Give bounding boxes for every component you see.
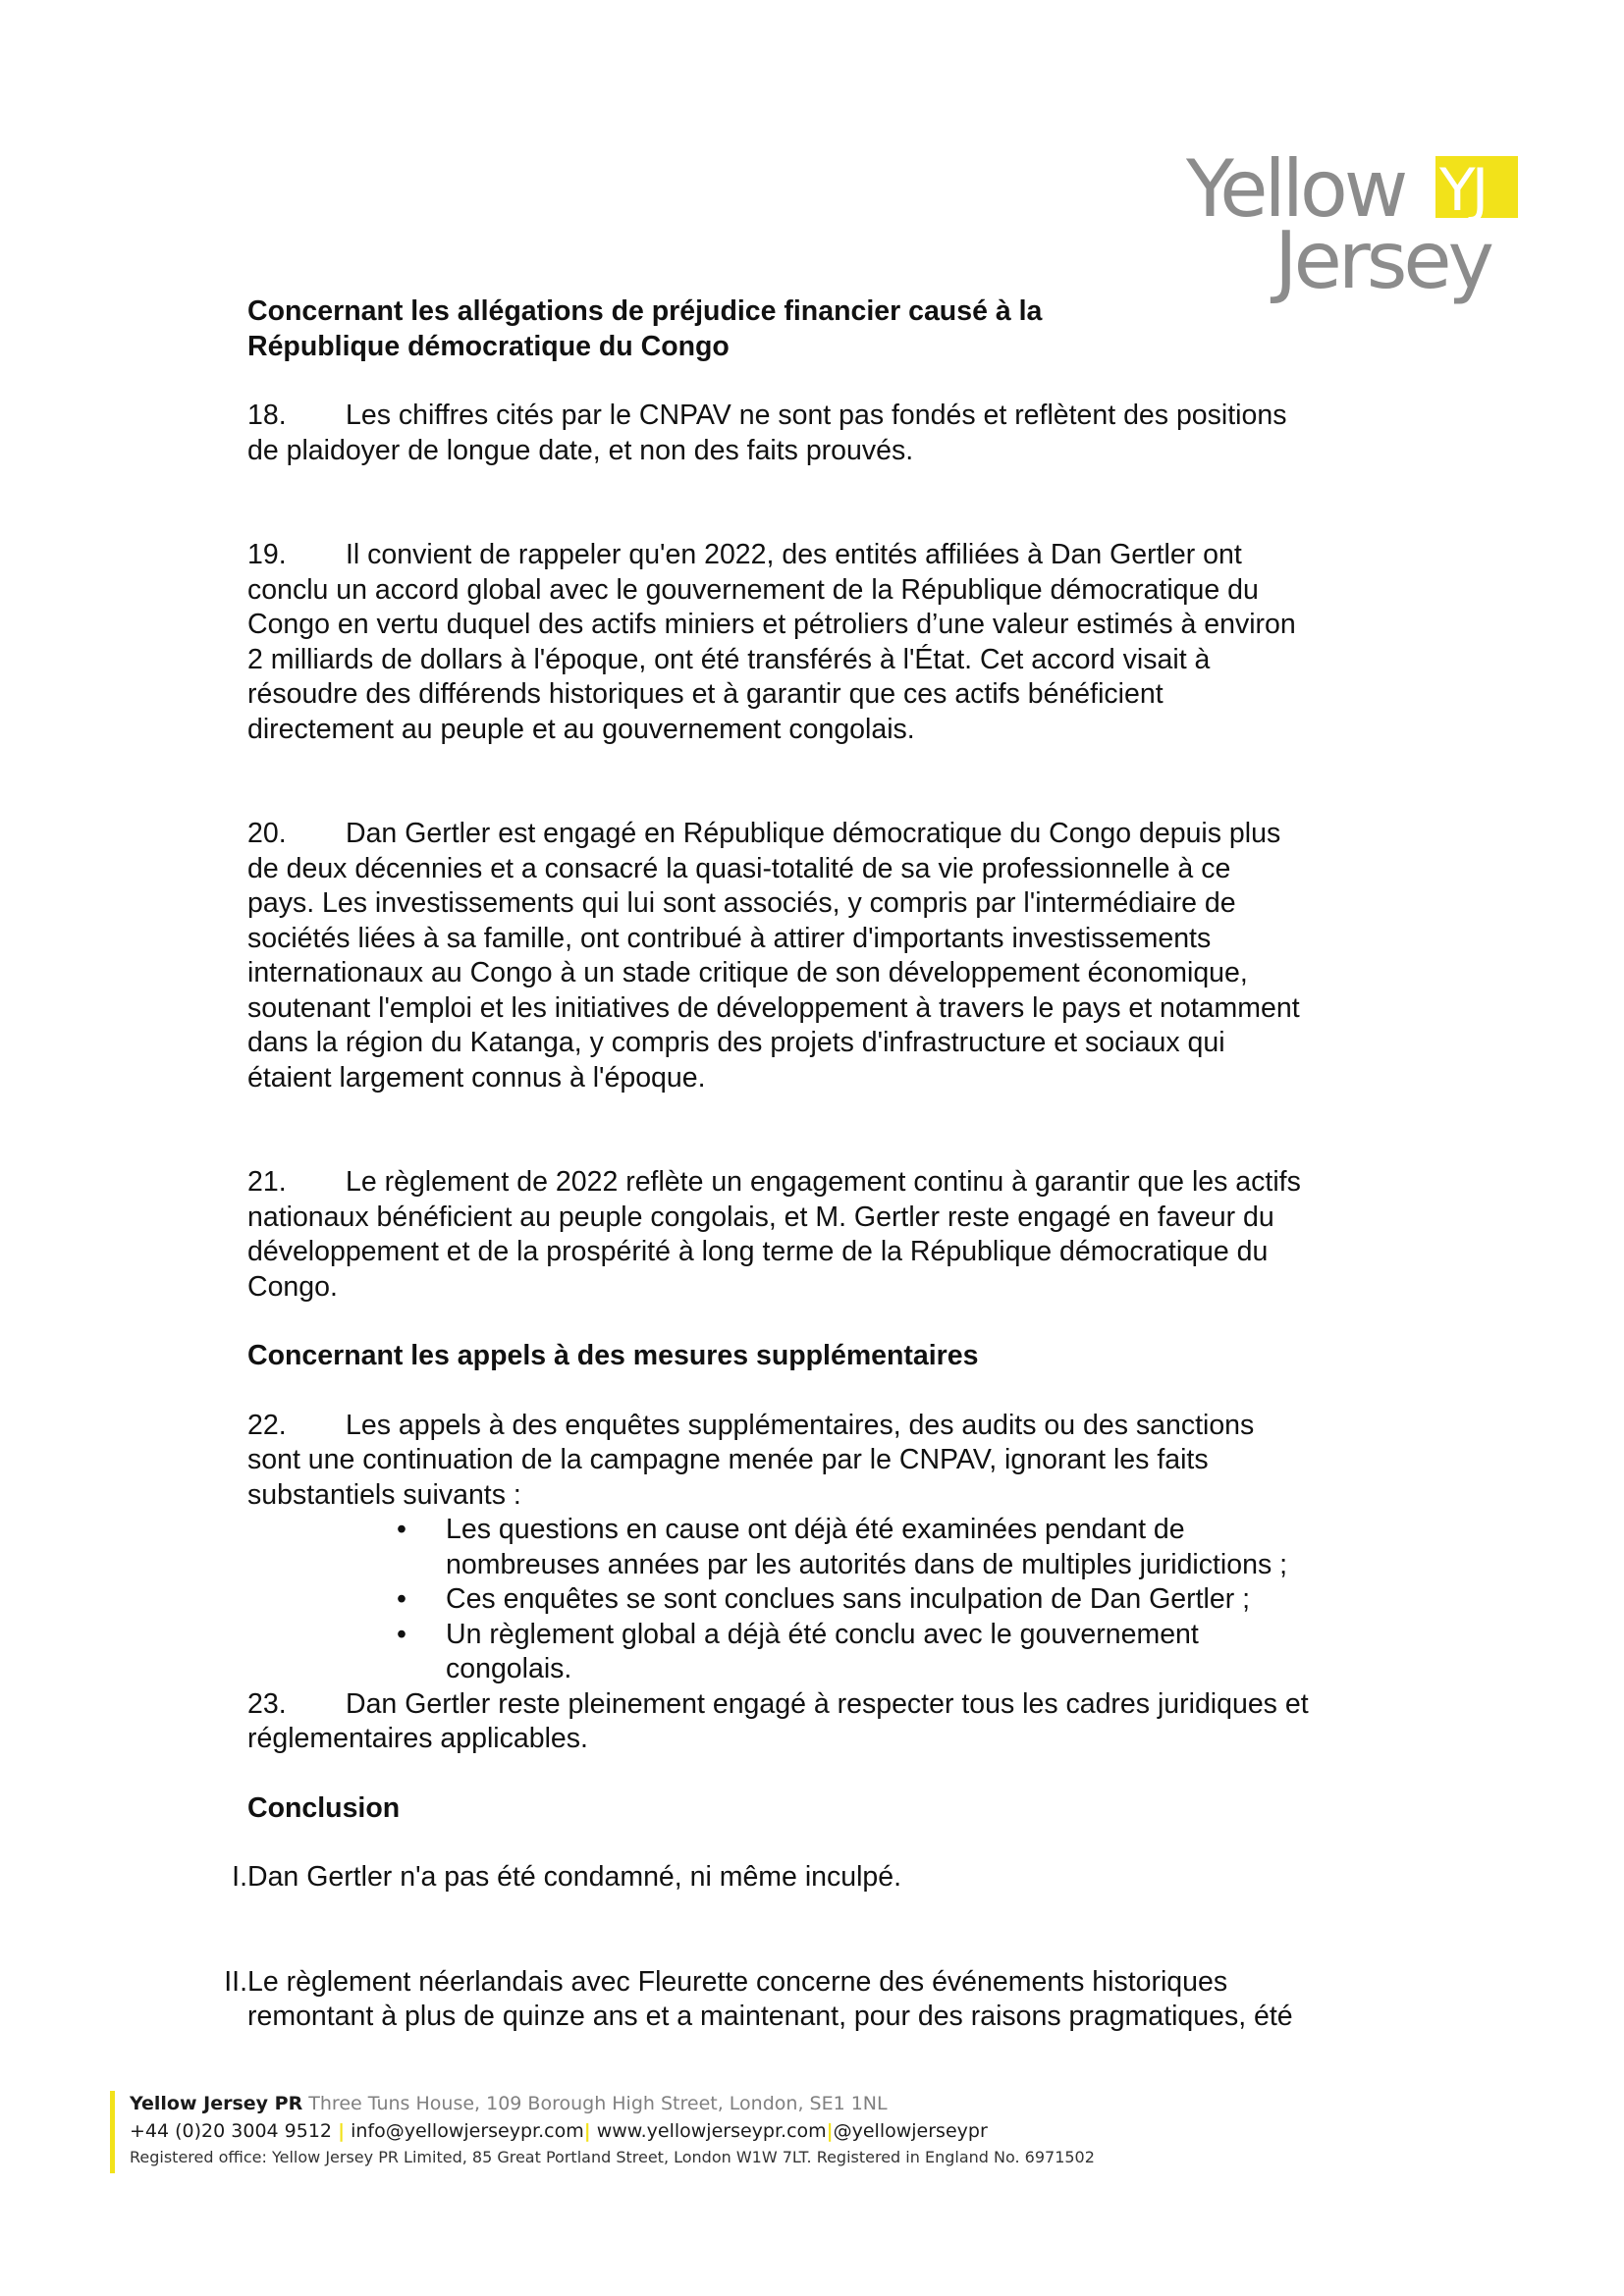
footer-separator: | [583, 2120, 591, 2142]
section-heading-conclusion: Conclusion [247, 1791, 401, 1824]
footer-registered-office: Registered office: Yellow Jersey PR Limited, 85 Great Portland Street, London W1W 7LT. Registered in England No. 6971502 [130, 2148, 1095, 2166]
section-heading-additional-measures: Concernant les appels à des mesures supplémentaires [247, 1340, 979, 1371]
footer-accent-bar [110, 2091, 115, 2173]
bullet-item: • Ces enquêtes se sont conclues sans inculpation de Dan Gertler ; [247, 1582, 1386, 1618]
footer-phone: +44 (0)20 3004 9512 [130, 2120, 333, 2142]
footer-address-line [130, 2093, 888, 2114]
paragraph-number: 18. [247, 400, 287, 431]
footer-email-link[interactable]: info@yellowjerseypr.com [351, 2120, 584, 2142]
bullet-item: • Les questions en cause ont déjà été examinées pendant de nombreuses années par les autorités dans de multiples juridictions ; [397, 1514, 1288, 1580]
facts-bullet-list [247, 1513, 1386, 1687]
paragraph-number: 21. [247, 1166, 287, 1198]
footer-social-link[interactable]: @yellowjerseypr [833, 2120, 988, 2142]
footer-separator: | [338, 2120, 346, 2142]
bullet-icon: • [397, 1583, 406, 1615]
footer-separator: | [826, 2120, 834, 2142]
conclusion-item-1: I. Dan Gertler n'a pas été condamné, ni même inculpé. [247, 1860, 1386, 1896]
paragraph-number: 20. [247, 818, 287, 849]
document-body [224, 294, 1386, 2035]
logo-word-yellow: Yellow [1186, 147, 1405, 235]
paragraph-22: 22. Les appels à des enquêtes supplémentaires, des audits ou des sanctions sont une continuation de la campagne menée par le CNPAV, ignorant les faits substantiels suivants : [247, 1409, 1255, 1511]
roman-numeral: I. [232, 1861, 247, 1893]
footer-company: Yellow Jersey PR [130, 2093, 303, 2114]
paragraph-number: 19. [247, 539, 287, 570]
paragraph-21: 21. Le règlement de 2022 reflète un engagement continu à garantir que les actifs nationaux bénéficient au peuple congolais, et M. Gertler reste engagé en faveur du développement et de la prospérité à long terme de la République démocratique du Congo. [247, 1166, 1301, 1303]
yellow-jersey-logo [1186, 147, 1540, 319]
paragraph-20: 20. Dan Gertler est engagé en République démocratique du Congo depuis plus de deux décennies et a consacré la quasi-totalité de sa vie professionnelle à ce pays. Les investissements qui lui sont associés, y compris par l'intermédiaire de sociétés liées à sa famille, ont contribué à attirer d'importants investissements internationaux au Congo à un stade critique de son développement économique, soutenant l'emploi et les initiatives de développement à travers le pays et notamment dans la région du Katanga, y compris des projets d'infrastructure et sociaux qui étaient largement connus à l'époque. [247, 818, 1300, 1094]
section-heading-financial-harm: Concernant les allégations de préjudice financier causé à la République démocratique du Congo [247, 295, 1043, 362]
footer-website-link[interactable]: www.yellowjerseypr.com [596, 2120, 827, 2142]
bullet-item: • Un règlement global a déjà été conclu avec le gouvernement congolais. [397, 1618, 1199, 1684]
bullet-icon: • [397, 1618, 406, 1650]
paragraph-23: 23. Dan Gertler reste pleinement engagé à respecter tous les cadres juridiques et réglementaires applicables. [247, 1687, 1309, 1754]
page-footer [110, 2091, 1386, 2179]
bullet-icon: • [397, 1514, 406, 1545]
logo-mark: YJ [1439, 156, 1486, 225]
logo-word-jersey: Jersey [1274, 215, 1490, 306]
footer-address: Three Tuns House, 109 Borough High Street, London, SE1 1NL [308, 2093, 888, 2114]
paragraph-number: 23. [247, 1687, 287, 1720]
conclusion-item-2: II. Le règlement néerlandais avec Fleurette concerne des événements historiques remontant à plus de quinze ans et a maintenant, pour des raisons pragmatiques, été [224, 1965, 1293, 2032]
paragraph-19: 19. Il convient de rappeler qu'en 2022, des entités affiliées à Dan Gertler ont conclu un accord global avec le gouvernement de la République démocratique du Congo en vertu duquel des actifs miniers et pétroliers d’une valeur estimés à environ 2 milliards de dollars à l'époque, ont été transférés à l'État. Cet accord visait à résoudre des différends historiques et à garantir que ces actifs bénéficient directement au peuple et au gouvernement congolais. [247, 539, 1296, 745]
footer-contact-line [130, 2120, 988, 2142]
paragraph-number: 22. [247, 1409, 287, 1441]
roman-numeral: II. [224, 1965, 247, 1998]
paragraph-18: 18. Les chiffres cités par le CNPAV ne sont pas fondés et reflètent des positions de plaidoyer de longue date, et non des faits prouvés. [247, 400, 1287, 466]
